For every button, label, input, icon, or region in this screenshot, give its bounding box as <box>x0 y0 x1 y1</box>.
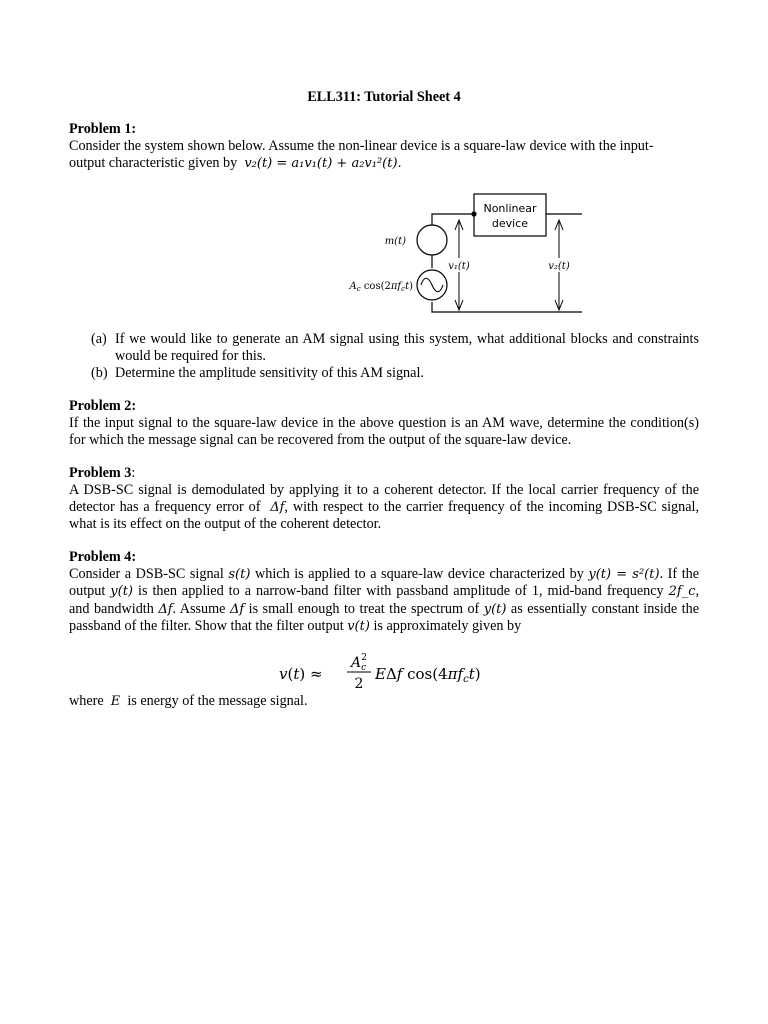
problem-1-text-a: Consider the system shown below. Assume the non-linear device is a square-law device with the input- <box>69 138 654 154</box>
two-fc: 2f_c <box>668 584 696 600</box>
equation-numerator: $A_c2$ <box>351 653 367 673</box>
equation-lhs: v(t) ≈ <box>279 665 323 683</box>
problem-1-items <box>91 331 699 382</box>
item-b-text: Determine the amplitude sensitivity of this AM signal. <box>115 365 424 381</box>
problem-2-text: If the input signal to the square-law device in the above question is an AM wave, determine the condition(s) for which the message signal can be recovered from the output of the square-law device. <box>69 415 699 448</box>
output-equation <box>279 651 579 691</box>
problem-3-text: A DSB-SC signal is demodulated by applying it to a coherent detector. If the local carrier frequency of the detector has a frequency error of Δf, with respect to the carrier frequency of the incoming DSB-SC signal, what is its effect on the output of the coherent detector. <box>69 482 700 532</box>
item-b-label: (b) <box>91 365 108 381</box>
equation-denominator: 2 <box>354 676 364 691</box>
problem-4 <box>69 549 699 635</box>
problem-3-heading: Problem 3 <box>69 465 132 481</box>
equation-rhs: EΔf $\cos(4\pi f_ct)$ <box>375 665 481 685</box>
source1-label: m(t) <box>384 236 406 247</box>
problem-4-closing: where E is energy of the message signal. <box>69 693 308 709</box>
problem-1-formula: v₂(t) = a₁v₁(t) + a₂v₁²(t). <box>244 156 402 171</box>
source2-label: $A_c$ $\cos(2\pi f_ct)$ <box>349 281 413 293</box>
problem-2 <box>69 398 699 449</box>
v2-label: v₂(t) <box>548 261 570 272</box>
v1-label: v₁(t) <box>448 261 470 272</box>
problem-1-item-a <box>91 331 699 365</box>
problem-1-text-line2 <box>69 155 699 172</box>
problem-1-text-line1 <box>69 138 699 155</box>
top-left-wire <box>432 214 474 225</box>
v-of-t: v(t) <box>347 618 370 634</box>
circuit-diagram <box>324 190 594 315</box>
problem-3 <box>69 465 699 533</box>
item-a-label: (a) <box>91 331 107 347</box>
problem-1 <box>69 121 699 172</box>
item-a-text: If we would like to generate an AM signal using this system, what additional blocks and constraints would be required for this. <box>115 331 699 364</box>
delta-f-symbol: Δf <box>270 500 285 515</box>
s-of-t: s(t) <box>228 567 251 583</box>
problem-1-text-b: output characteristic given by <box>69 155 238 171</box>
box-label-1: Nonlinear <box>483 202 537 215</box>
problem-1-heading: Problem 1: <box>69 121 137 137</box>
problem-3-colon: : <box>131 465 136 481</box>
problem-1-item-b <box>91 365 699 382</box>
problem-4-text: Consider a DSB-SC signal s(t) which is applied to a square-law device characterized by y(t) = s²(t). If the output y(t) is then applied to a narrow-band filter with passband amplitude of 1, mid-band frequency 2f_c, and bandwidth Δf. Assume Δf is small enough to treat the spectrum of y(t) as essentially constant inside the passband of the filter. Show that the filter output v(t) is approximately given by <box>69 566 700 634</box>
problem-4-heading: Problem 4: <box>69 549 137 565</box>
box-label-2: device <box>491 217 529 230</box>
problem-2-heading: Problem 2: <box>69 398 137 414</box>
junction-dot <box>471 211 476 216</box>
page-title: ELL311: Tutorial Sheet 4 <box>307 89 461 105</box>
message-source-icon <box>417 225 447 255</box>
y-of-t-definition: y(t) = s²(t) <box>588 567 660 583</box>
energy-symbol: E <box>110 694 121 709</box>
